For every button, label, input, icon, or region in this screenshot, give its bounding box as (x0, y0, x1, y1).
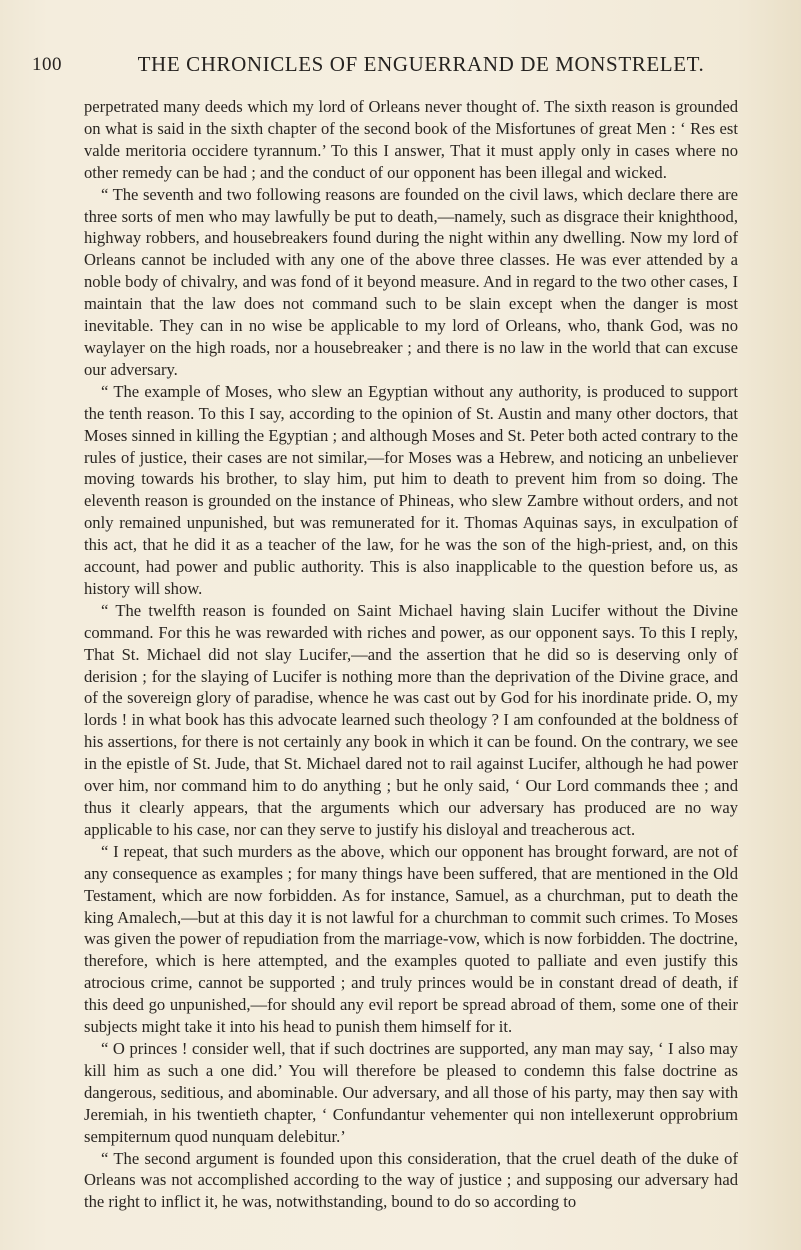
paragraph: perpetrated many deeds which my lord of Orleans never thought of. The sixth reason is grounded on what is said in the sixth chapter of the second book of the Misfortunes of great Men : ‘ Res est valde meritoria occidere tyrannum.’ To this I answer, That it must apply only in cases where no other remedy can be had ; and the conduct of our opponent has been illegal and wicked. (84, 97, 738, 182)
paragraph: “ I repeat, that such murders as the above, which our opponent has brought forward, are not of any consequence as examples ; for many things have been suffered, that are mentioned in the Old Testament, which are now forbidden. As for instance, Samuel, as a churchman, put to death the king Amalech,—but at this day it is not lawful for a churchman to commit such crimes. To Moses was given the power of repudiation from the marriage-vow, which is now forbidden. The doctrine, therefore, which is here attempted, and the examples quoted to palliate and even justify this atrocious crime, cannot be supported ; and truly princes would be in constant dread of death, if this deed go unpunished,—for should any evil report be spread abroad of them, some one of their subjects might take it into his head to punish them himself for it. (84, 841, 738, 1037)
running-title: THE CHRONICLES OF ENGUERRAND DE MONSTRELET. (137, 52, 705, 76)
paragraph: “ O princes ! consider well, that if such doctrines are supported, any man may say, ‘ I also may kill him as such a one did.’ You will therefore be pleased to condemn this false doctrine as dangerous, seditious, and abominable. Our adversary, and all those of his party, may then say with Jeremiah, in his twentieth chapter, ‘ Confundantur vehementer qui non intellexerunt opprobrium sempiternum quod nunquam delebitur.’ (84, 1038, 738, 1146)
paragraph: “ The second argument is founded upon this consideration, that the cruel death of the duke of Orleans was not accomplished according to the way of justice ; and supposing our adversary had the right to inflict it, he was, notwithstanding, bound to do so according to (84, 1148, 738, 1212)
body-text (84, 96, 738, 1213)
paragraph: “ The twelfth reason is founded on Saint Michael having slain Lucifer without the Divine command. For this he was rewarded with riches and power, as our opponent says. To this I reply, That St. Michael did not slay Lucifer,—and the assertion that he did so is deserving only of derision ; for the slaying of Lucifer is nothing more than the deprivation of the Divine grace, and of the sovereign glory of paradise, whence he was cast out by God for his inordinate pride. O, my lords ! in what book has this advocate learned such theology ? I am confounded at the boldness of his assertions, for there is not certainly any book in which it can be found. On the contrary, we see in the epistle of St. Jude, that St. Michael dared not to rail against Lucifer, although he had power over him, nor command him to do anything ; but he only said, ‘ Our Lord commands thee ; and thus it clearly appears, that the arguments which our adversary has produced are no way applicable to his case, nor can they serve to justify his disloyal and treacherous act. (84, 600, 738, 839)
page-number: 100 (32, 54, 62, 75)
paragraph: “ The example of Moses, who slew an Egyptian without any authority, is produced to support the tenth reason. To this I say, according to the opinion of St. Austin and many other doctors, that Moses sinned in killing the Egyptian ; and although Moses and St. Peter both acted contrary to the rules of justice, their cases are not similar,—for Moses was a Hebrew, and noticing an unbeliever moving towards his brother, to slay him, put him to death to prevent him from so doing. The eleventh reason is grounded on the instance of Phineas, who slew Zambre without orders, and not only remained unpunished, but was remunerated for it. Thomas Aquinas says, in exculpation of this act, that he did it as a teacher of the law, for he was the son of the high-priest, and, on this account, had power and public authority. This is also inapplicable to the question before us, as history will show. (84, 381, 738, 598)
paragraph: “ The seventh and two following reasons are founded on the civil laws, which declare there are three sorts of men who may lawfully be put to death,—namely, such as disgrace their knighthood, highway robbers, and housebreakers found during the night within any dwelling. Now my lord of Orleans cannot be included with any one of the above three classes. He was ever attended by a noble body of chivalry, and was fond of it beyond measure. And in regard to the two other cases, I maintain that the law does not command such to be slain except when the danger is most inevitable. They can in no wise be applicable to my lord of Orleans, who, thank God, was no waylayer on the high roads, nor a housebreaker ; and there is no law in the world that can excuse our adversary. (84, 184, 738, 379)
page-header (32, 50, 738, 80)
